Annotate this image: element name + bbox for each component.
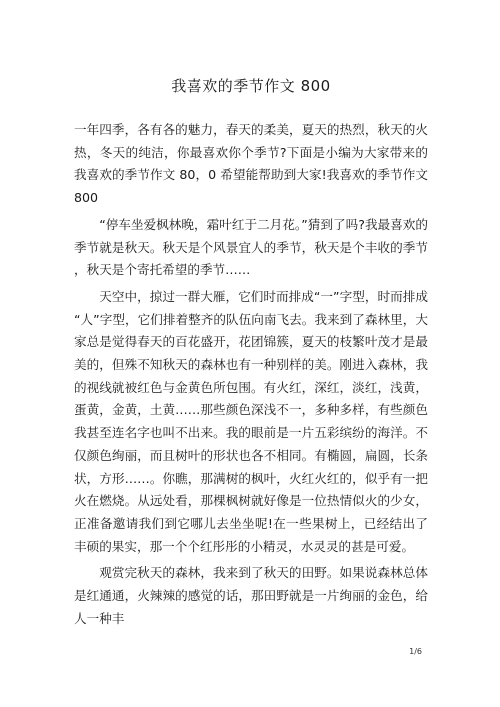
paragraph-intro: 一年四季，各有各的魅力，春天的柔美，夏天的热烈，秋天的火热，冬天的纯洁，你最喜欢你个季节?下面是小编为大家带来的我喜欢的季节作文 80，0 希望能帮助到大家!我喜欢的季节作文 800 [74, 122, 428, 206]
document-title: 我喜欢的季节作文 800 [171, 77, 331, 95]
paragraph-forest: 天空中，掠过一群大雁，它们时而排成“一”字型，时而排成“人”字型，它们排着整齐的队伍向南飞去。我来到了森林里，大家总是觉得春天的百花盛开，花团锦簇，夏天的枝繁叶茂才是最美的，但殊不知秋天的森林也有一种别样的美。刚进入森林，我的视线就被红色与金黄色所包围。有火红，深红，淡红，浅黄，蛋黄，金黄，土黄……那些颜色深浅不一，多种多样，有些颜色我甚至连名字也叫不出来。我的眼前是一片五彩缤纷的海洋。不仅颜色绚丽，而且树叶的形状也各不相同。有椭圆，扁圆，长条状，方形……。你瞧，那满树的枫叶，火红火红的，似乎有一把火在燃烧。从远处看，那棵枫树就好像是一位热情似火的少女，正准备邀请我们到它哪儿去坐坐呢!在一些果树上，已经结出了丰硕的果实，那一个个红彤彤的小精灵，水灵灵的甚是可爱。 [74, 288, 428, 554]
paragraph-field: 观赏完秋天的森林，我来到了秋天的田野。如果说森林总体是红通通，火辣辣的感觉的话，那田野就是一片绚丽的金色，给人一种丰 [74, 565, 428, 626]
document-body [74, 119, 428, 630]
paragraph-poem: “停车坐爱枫林晚，霜叶红于二月花。”猜到了吗?我最喜欢的季节就是秋天。秋天是个风景宜人的季节，秋天是个丰收的季节，秋天是个寄托希望的季节…… [74, 216, 428, 278]
page-number: 1/6 [409, 647, 422, 656]
